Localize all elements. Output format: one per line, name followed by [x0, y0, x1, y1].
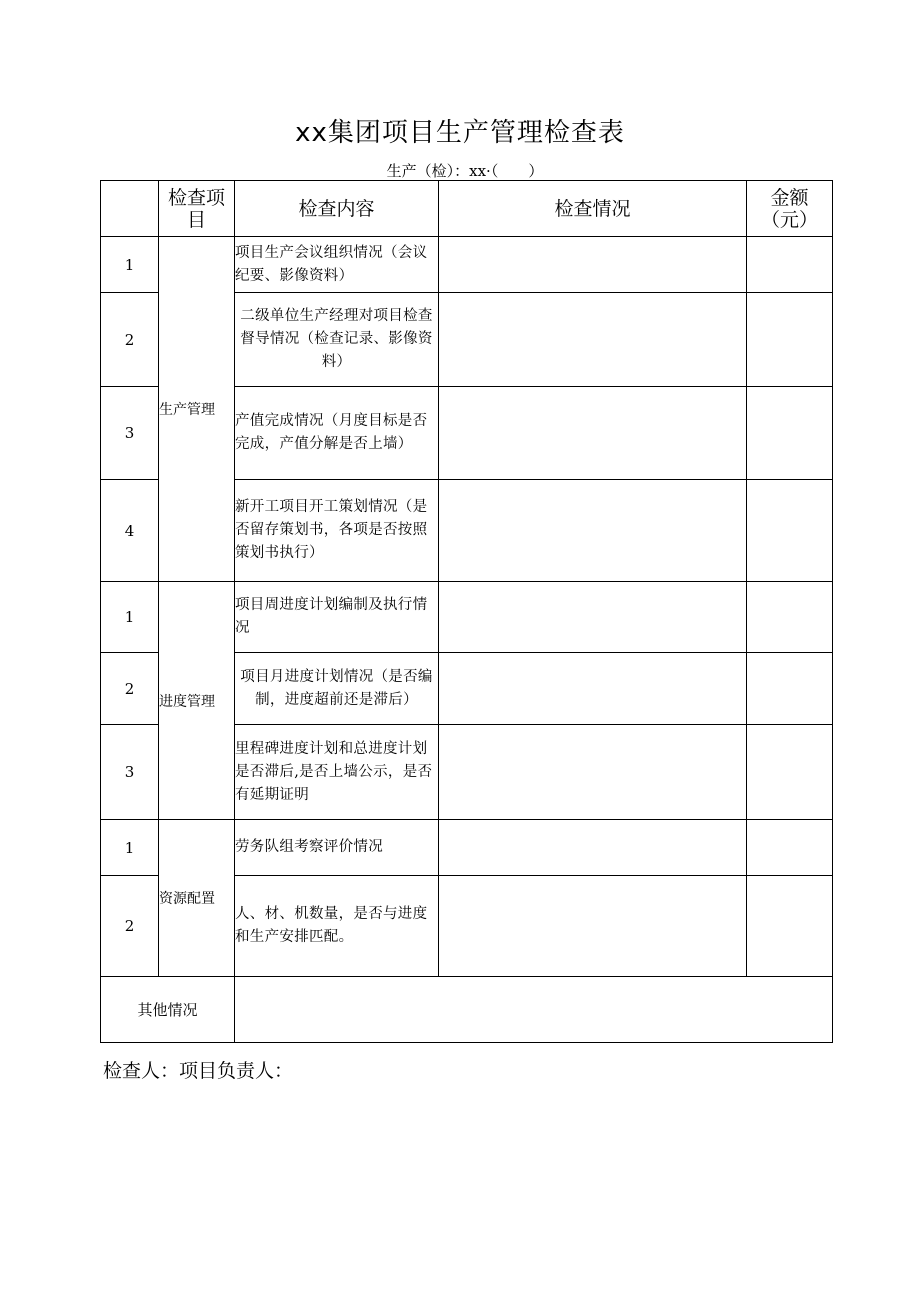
status-cell[interactable] — [439, 725, 747, 820]
check-content: 新开工项目开工策划情况（是否留存策划书，各项是否按照策划书执行） — [235, 480, 439, 582]
status-cell[interactable] — [439, 653, 747, 725]
other-content-cell[interactable] — [235, 977, 833, 1043]
other-label: 其他情况 — [101, 977, 235, 1043]
check-content: 项目月进度计划情况（是否编制，进度超前还是滞后） — [235, 653, 439, 725]
table-header-row — [101, 181, 833, 237]
check-content: 劳务队组考察评价情况 — [235, 820, 439, 876]
header-index — [101, 181, 159, 237]
amount-cell[interactable] — [747, 653, 833, 725]
header-amount: 金额（元） — [747, 181, 833, 237]
amount-cell[interactable] — [747, 237, 833, 293]
header-status: 检查情况 — [439, 181, 747, 237]
status-cell[interactable] — [439, 876, 747, 977]
signature-line: 检查人：项目负责人： — [103, 1060, 294, 1082]
check-content: 产值完成情况（月度目标是否完成，产值分解是否上墙） — [235, 387, 439, 480]
status-cell[interactable] — [439, 293, 747, 387]
amount-cell[interactable] — [747, 820, 833, 876]
check-content: 项目周进度计划编制及执行情况 — [235, 582, 439, 653]
status-cell[interactable] — [439, 237, 747, 293]
row-number: 3 — [101, 725, 159, 820]
table-row — [101, 820, 833, 876]
amount-cell[interactable] — [747, 293, 833, 387]
amount-cell[interactable] — [747, 480, 833, 582]
status-cell[interactable] — [439, 480, 747, 582]
row-number: 1 — [101, 582, 159, 653]
category-production: 生产管理 — [159, 237, 235, 582]
amount-cell[interactable] — [747, 387, 833, 480]
check-content: 二级单位生产经理对项目检查督导情况（检查记录、影像资料） — [235, 293, 439, 387]
inspection-table — [100, 180, 833, 1043]
row-number: 1 — [101, 237, 159, 293]
row-number: 1 — [101, 820, 159, 876]
check-content: 项目生产会议组织情况（会议纪要、影像资料） — [235, 237, 439, 293]
amount-cell[interactable] — [747, 725, 833, 820]
status-cell[interactable] — [439, 820, 747, 876]
header-item: 检查项目 — [159, 181, 235, 237]
header-content: 检查内容 — [235, 181, 439, 237]
row-number: 2 — [101, 876, 159, 977]
category-schedule: 进度管理 — [159, 582, 235, 820]
check-content: 里程碑进度计划和总进度计划是否滞后,是否上墙公示，是否有延期证明 — [235, 725, 439, 820]
row-number: 2 — [101, 293, 159, 387]
row-number: 4 — [101, 480, 159, 582]
form-subtitle: 生产（检）：xx·（ ） — [386, 162, 544, 180]
amount-cell[interactable] — [747, 876, 833, 977]
amount-cell[interactable] — [747, 582, 833, 653]
row-number: 3 — [101, 387, 159, 480]
category-resources: 资源配置 — [159, 820, 235, 977]
page-title: xx集团项目生产管理检查表 — [295, 118, 625, 148]
check-content: 人、材、机数量，是否与进度和生产安排匹配。 — [235, 876, 439, 977]
status-cell[interactable] — [439, 582, 747, 653]
status-cell[interactable] — [439, 387, 747, 480]
table-row — [101, 582, 833, 653]
row-number: 2 — [101, 653, 159, 725]
table-row — [101, 237, 833, 293]
other-row — [101, 977, 833, 1043]
